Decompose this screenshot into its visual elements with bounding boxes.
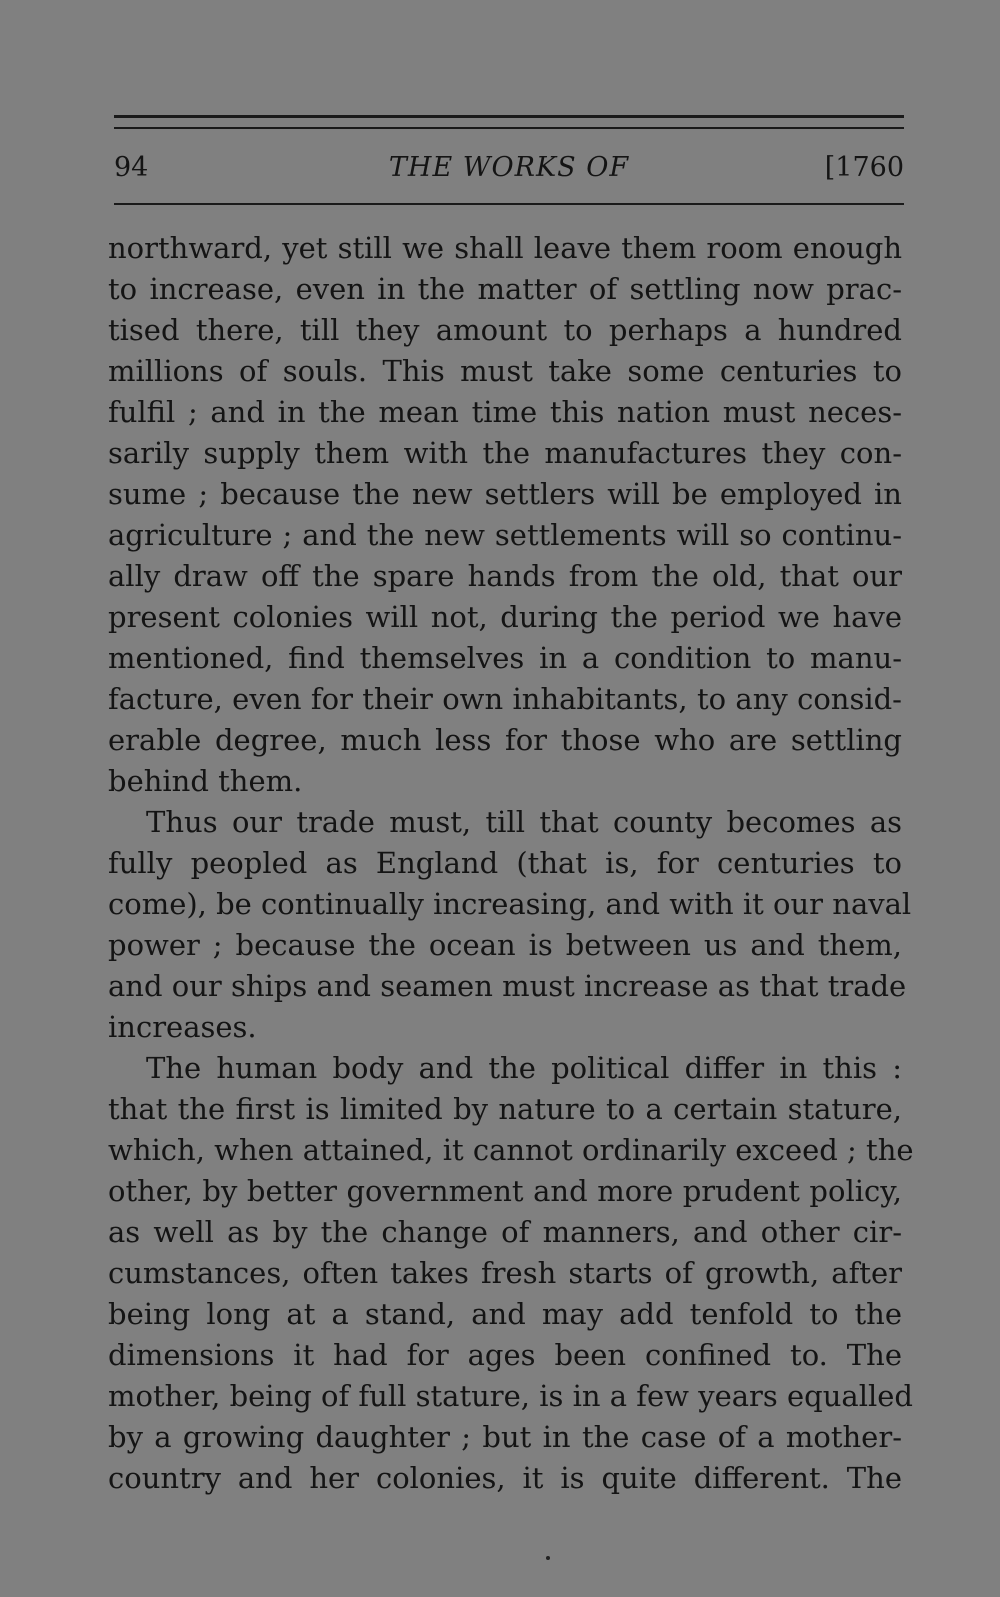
paragraph (108, 802, 912, 1048)
text-line: other, by better government and more prudent policy, (108, 1174, 902, 1208)
folio-dot (546, 1556, 550, 1560)
text-line: northward, yet still we shall leave them room enough (108, 231, 902, 265)
text-line: increases. (108, 1010, 257, 1044)
text-line: mentioned, find themselves in a condition to manu- (108, 641, 902, 675)
paragraph (108, 1048, 914, 1499)
text-line: sarily supply them with the manufactures they con- (108, 436, 902, 470)
text-line: fulfil ; and in the mean time this nation must neces- (108, 395, 902, 429)
top-rule-thin (114, 127, 904, 129)
text-line: erable degree, much less for those who are settling (108, 723, 902, 757)
text-line: dimensions it had for ages been confined to. The (108, 1338, 902, 1372)
text-line: ally draw off the spare hands from the old, that our (108, 559, 902, 593)
text-line: as well as by the change of manners, and other cir- (108, 1215, 902, 1249)
page-number: 94 (114, 152, 149, 183)
running-year: [1760 (824, 152, 904, 183)
text-line: mother, being of full stature, is in a few years equalled (108, 1379, 913, 1413)
text-line: to increase, even in the matter of settling now prac- (108, 272, 902, 306)
text-line: sume ; because the new settlers will be employed in (108, 477, 902, 511)
text-line: agriculture ; and the new settlements will so continu- (108, 518, 902, 552)
top-rule (114, 115, 904, 118)
text-line: by a growing daughter ; but in the case of a mother- (108, 1420, 902, 1454)
text-line: that the first is limited by nature to a certain stature, (108, 1092, 902, 1126)
text-line: power ; because the ocean is between us and them, (108, 928, 902, 962)
text-line: being long at a stand, and may add tenfold to the (108, 1297, 902, 1331)
text-line: come), be continually increasing, and with it our naval (108, 887, 912, 921)
text-line: facture, even for their own inhabitants, to any consid- (108, 682, 902, 716)
text-line: tised there, till they amount to perhaps a hundred (108, 313, 902, 347)
text-line: country and her colonies, it is quite different. The (108, 1461, 902, 1495)
paragraph (108, 228, 902, 802)
text-line: and our ships and seamen must increase as that trade (108, 969, 907, 1003)
text-line: fully peopled as England (that is, for centuries to (108, 846, 902, 880)
header-rule (114, 203, 904, 205)
text-line: behind them. (108, 764, 303, 798)
text-line: present colonies will not, during the period we have (108, 600, 902, 634)
running-head (114, 150, 904, 186)
text-line: cumstances, often takes fresh starts of growth, after (108, 1256, 902, 1290)
text-line: which, when attained, it cannot ordinarily exceed ; the (108, 1133, 914, 1167)
page-body (108, 228, 914, 1499)
running-title: THE WORKS OF (388, 152, 630, 183)
text-line: Thus our trade must, till that county becomes as (146, 805, 902, 839)
text-line: The human body and the political differ in this : (146, 1051, 902, 1085)
text-line: millions of souls. This must take some centuries to (108, 354, 902, 388)
